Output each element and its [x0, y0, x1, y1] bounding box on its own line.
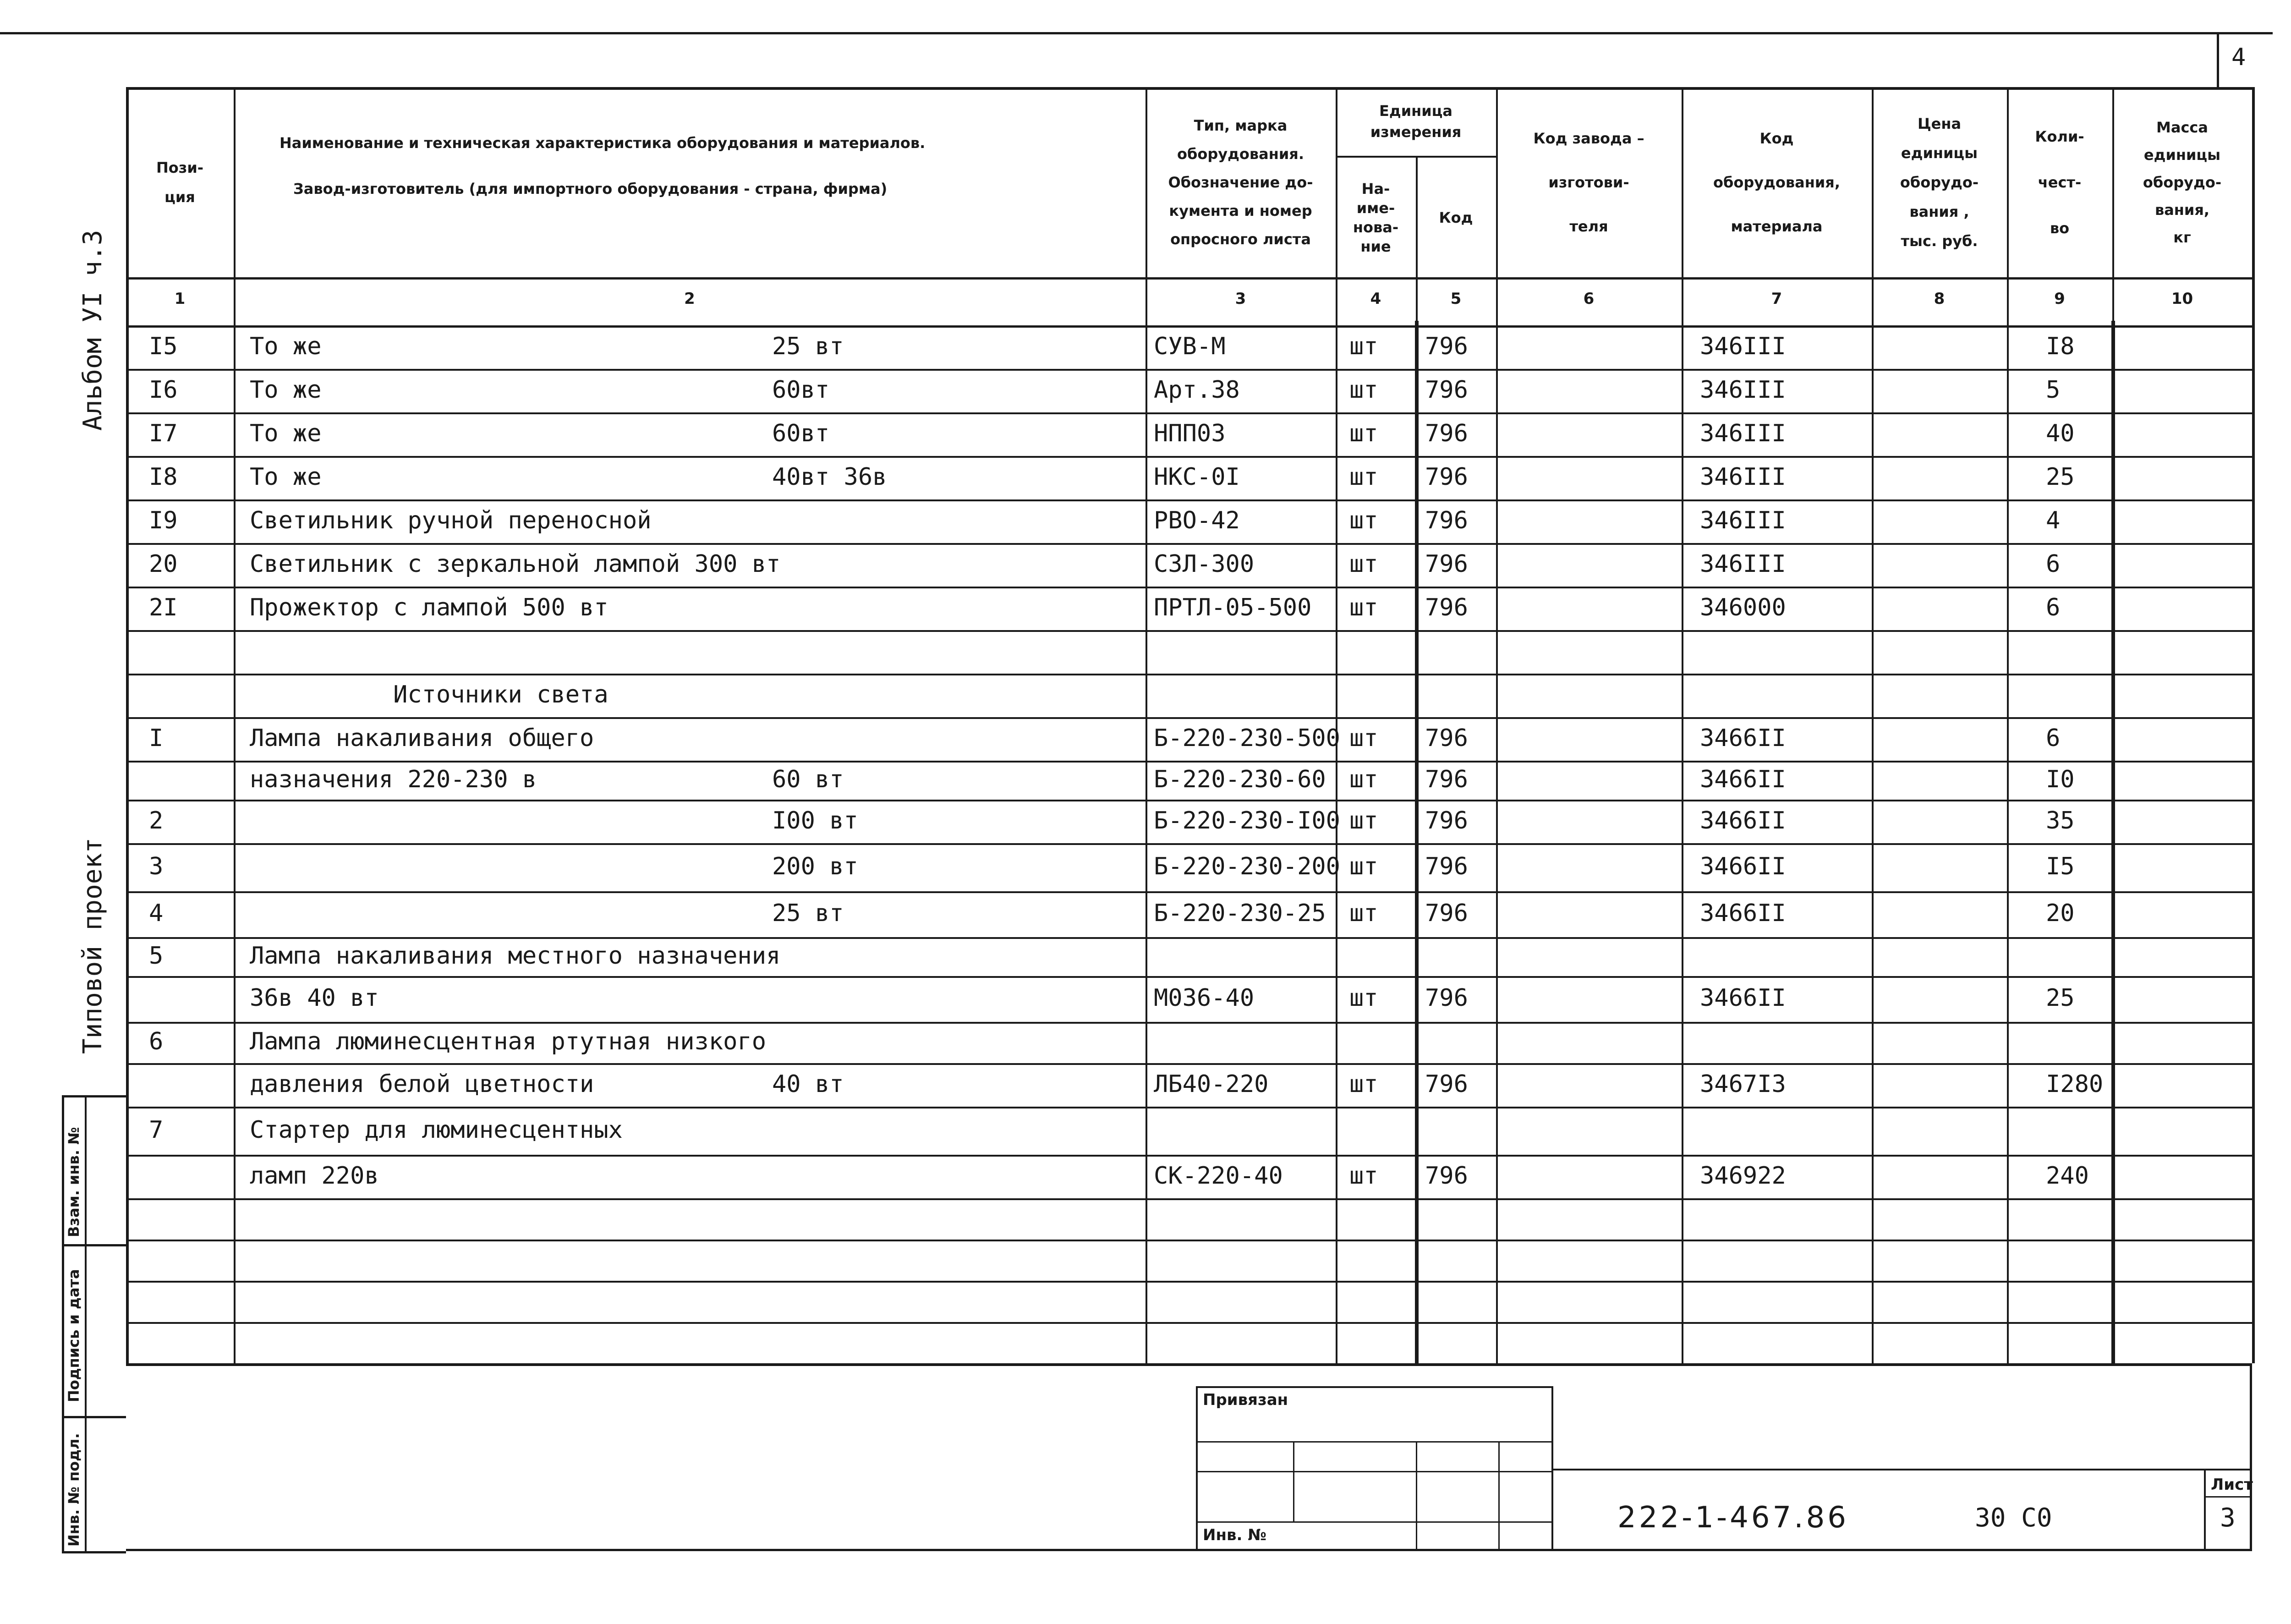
row-border-18: [126, 1107, 2252, 1108]
row-type: ЛБ40-220: [1154, 1070, 1269, 1098]
row-spec: 60 вт: [772, 766, 844, 793]
stamp-border-left: [62, 1095, 64, 1553]
inv-label: Инв. №: [1203, 1526, 1267, 1544]
column-number-10: 10: [2171, 290, 2193, 308]
row-name: Светильник ручной переносной: [250, 507, 652, 534]
row-position: I5: [149, 333, 178, 360]
row-name: Прожектор с лампой 500 вт: [250, 594, 608, 621]
row-position: 6: [149, 1028, 164, 1055]
row-unit-code: 796: [1425, 900, 1468, 927]
bound-box-col-3: [1498, 1441, 1500, 1551]
row-unit-code: 796: [1425, 984, 1468, 1012]
row-border-11: [126, 800, 2252, 801]
row-equipment-code: 346III: [1700, 376, 1786, 404]
doc-suffix: 30 С0: [1975, 1503, 2052, 1533]
row-unit: шт: [1349, 376, 1378, 404]
doc-code: 222-1-467.86: [1617, 1501, 1849, 1535]
row-border-2: [126, 412, 2252, 414]
row-equipment-code: 3466II: [1700, 984, 1786, 1012]
row-name: То же: [250, 420, 322, 447]
row-quantity: 6: [2046, 724, 2061, 752]
row-unit-code: 796: [1425, 766, 1468, 793]
row-equipment-code: 3466II: [1700, 900, 1786, 927]
row-unit: шт: [1349, 463, 1378, 491]
row-type: РВО-42: [1154, 507, 1240, 534]
sheet-number: 3: [2220, 1503, 2236, 1533]
row-border-5: [126, 543, 2252, 545]
row-name: назначения 220-230 в: [250, 766, 537, 793]
header-unit-name: На- име- нова- ние: [1353, 180, 1399, 255]
project-label: Типовой проект: [78, 837, 108, 1054]
row-border-4: [126, 499, 2252, 501]
row-equipment-code: 3466II: [1700, 807, 1786, 834]
header-mass: Масса единицы оборудо- вания, кг: [2143, 118, 2222, 246]
row-quantity: 35: [2046, 807, 2075, 834]
bound-box-col-1: [1293, 1441, 1294, 1523]
row-position: 5: [149, 942, 164, 970]
header-type: Тип, марка оборудования. Обозначение до- кумента и номер опросного листа: [1168, 116, 1313, 248]
row-spec: I00 вт: [772, 807, 858, 834]
column-number-2: 2: [684, 290, 695, 308]
column-border-thick-qty: [2111, 321, 2115, 1363]
row-type: Б-220-230-200: [1154, 853, 1340, 880]
row-unit: шт: [1349, 807, 1378, 834]
row-spec: 40вт 36в: [772, 463, 887, 491]
row-type: ПРТЛ-05-500: [1154, 594, 1312, 621]
column-number-8: 8: [1934, 290, 1945, 308]
bound-box-col-2: [1416, 1441, 1417, 1551]
stamp-border-top: [62, 1095, 126, 1097]
header-unit: Единица измерения: [1370, 102, 1462, 141]
row-type: НКС-0I: [1154, 463, 1240, 491]
row-name: То же: [250, 333, 322, 360]
column-number-1: 1: [174, 290, 186, 308]
row-border-17: [126, 1063, 2252, 1065]
header-position: Пози- ция: [156, 159, 204, 206]
doc-code-top-line: [1553, 1469, 2252, 1470]
row-border-6: [126, 587, 2252, 588]
row-border-13: [126, 891, 2252, 893]
row-border-15: [126, 976, 2252, 978]
row-border-19: [126, 1155, 2252, 1157]
row-unit: шт: [1349, 594, 1378, 621]
sheet-box-left: [2204, 1469, 2206, 1551]
row-unit: шт: [1349, 984, 1378, 1012]
stamp-inner-line: [85, 1095, 87, 1553]
row-position: I: [149, 724, 164, 752]
row-type: СК-220-40: [1154, 1162, 1283, 1190]
row-equipment-code: 3466II: [1700, 724, 1786, 752]
row-border-14: [126, 937, 2252, 939]
bound-box-top: [1196, 1386, 1553, 1388]
row-equipment-code: 346III: [1700, 333, 1786, 360]
stamp-border-bottom: [62, 1551, 126, 1553]
row-spec: 40 вт: [772, 1070, 844, 1098]
row-quantity: I8: [2046, 333, 2075, 360]
row-quantity: 25: [2046, 984, 2075, 1012]
row-position: I7: [149, 420, 178, 447]
row-quantity: 40: [2046, 420, 2075, 447]
album-label: Альбом УI ч.3: [78, 230, 108, 431]
row-type: Арт.38: [1154, 376, 1240, 404]
row-border-3: [126, 456, 2252, 458]
row-border-9: [126, 717, 2252, 719]
page-number-divider: [2217, 32, 2219, 87]
row-name: Источники света: [250, 681, 608, 708]
row-border-21: [126, 1240, 2252, 1241]
number-row-bottom-border: [126, 325, 2252, 328]
row-name: Лампа накаливания местного назначения: [250, 942, 781, 970]
row-border-1: [126, 369, 2252, 371]
column-number-7: 7: [1771, 290, 1782, 308]
row-position: I6: [149, 376, 178, 404]
row-border-10: [126, 761, 2252, 763]
header-bottom-border: [126, 277, 2252, 280]
row-quantity: 6: [2046, 550, 2061, 578]
header-name-line1: Наименование и техническая характеристика оборудования и материалов.: [280, 134, 926, 152]
row-unit-code: 796: [1425, 1162, 1468, 1190]
stamp-replace-inv: Взам. инв. №: [65, 1127, 82, 1237]
row-type: Б-220-230-60: [1154, 766, 1326, 793]
row-position: 2I: [149, 594, 178, 621]
header-name-line2: Завод-изготовитель (для импортного оборудования - страна, фирма): [293, 180, 888, 198]
row-type: СЗЛ-300: [1154, 550, 1255, 578]
sheet-box-divider: [2204, 1496, 2252, 1498]
bound-label: Привязан: [1203, 1391, 1288, 1409]
row-quantity: 25: [2046, 463, 2075, 491]
column-number-4: 4: [1370, 290, 1381, 308]
column-border-10: [2252, 87, 2255, 1363]
row-border-23: [126, 1322, 2252, 1324]
row-position: 3: [149, 853, 164, 880]
stamp-divider-2: [62, 1416, 126, 1418]
row-quantity: 240: [2046, 1162, 2089, 1190]
sheet-label: Лист: [2211, 1476, 2253, 1494]
row-name: Лампа накаливания общего: [250, 724, 594, 752]
row-equipment-code: 346III: [1700, 550, 1786, 578]
row-spec: 200 вт: [772, 853, 858, 880]
row-unit-code: 796: [1425, 333, 1468, 360]
row-border-7: [126, 630, 2252, 632]
row-border-20: [126, 1198, 2252, 1200]
row-type: Б-220-230-500: [1154, 724, 1340, 752]
row-equipment-code: 346III: [1700, 507, 1786, 534]
row-equipment-code: 3467I3: [1700, 1070, 1786, 1098]
row-name: ламп 220в: [250, 1162, 379, 1190]
row-name: Светильник с зеркальной лампой 300 вт: [250, 550, 781, 578]
row-name: Стартер для люминесцентных: [250, 1116, 623, 1144]
row-unit: шт: [1349, 900, 1378, 927]
row-spec: 25 вт: [772, 333, 844, 360]
footer-right-line: [2250, 1363, 2252, 1551]
bound-box-row-2: [1196, 1471, 1553, 1472]
row-quantity: 4: [2046, 507, 2061, 534]
header-maker-code: Код завода – изготови- теля: [1533, 129, 1644, 235]
row-equipment-code: 346III: [1700, 420, 1786, 447]
row-position: 2: [149, 807, 164, 834]
row-quantity: I5: [2046, 853, 2075, 880]
row-unit-code: 796: [1425, 420, 1468, 447]
stamp-divider-1: [62, 1244, 126, 1246]
row-spec: 60вт: [772, 420, 830, 447]
bound-box-row-1: [1196, 1441, 1553, 1443]
row-spec: 25 вт: [772, 900, 844, 927]
row-unit-code: 796: [1425, 463, 1468, 491]
row-unit: шт: [1349, 1070, 1378, 1098]
row-quantity: I280: [2046, 1070, 2104, 1098]
row-unit: шт: [1349, 766, 1378, 793]
column-number-3: 3: [1235, 290, 1246, 308]
row-type: НПП03: [1154, 420, 1226, 447]
row-unit-code: 796: [1425, 550, 1468, 578]
bound-box-row-3: [1196, 1521, 1553, 1523]
row-border-12: [126, 843, 2252, 845]
row-equipment-code: 3466II: [1700, 853, 1786, 880]
row-name: То же: [250, 376, 322, 404]
column-number-6: 6: [1583, 290, 1595, 308]
row-unit-code: 796: [1425, 853, 1468, 880]
top-rule: [0, 32, 2273, 34]
row-unit: шт: [1349, 507, 1378, 534]
column-border-thick: [1415, 321, 1419, 1363]
column-number-5: 5: [1450, 290, 1462, 308]
row-unit: шт: [1349, 1162, 1378, 1190]
row-unit-code: 796: [1425, 724, 1468, 752]
row-border-16: [126, 1022, 2252, 1024]
row-type: Б-220-230-I00: [1154, 807, 1340, 834]
row-unit-code: 796: [1425, 807, 1468, 834]
row-equipment-code: 346000: [1700, 594, 1786, 621]
stamp-original-inv: Инв. № подл.: [65, 1433, 82, 1547]
row-unit-code: 796: [1425, 594, 1468, 621]
row-border-8: [126, 674, 2252, 675]
row-unit-code: 796: [1425, 507, 1468, 534]
stamp-signature-date: Подпись и дата: [65, 1269, 82, 1402]
header-price: Цена единицы оборудо- вания , тыс. руб.: [1900, 115, 1979, 250]
row-border-22: [126, 1281, 2252, 1283]
column-number-9: 9: [2054, 290, 2065, 308]
row-name: Лампа люминесцентная ртутная низкого: [250, 1028, 767, 1055]
row-name: То же: [250, 463, 322, 491]
row-unit-code: 796: [1425, 376, 1468, 404]
footer-top-line: [126, 1363, 2252, 1366]
row-equipment-code: 346922: [1700, 1162, 1786, 1190]
row-name: давления белой цветности: [250, 1070, 594, 1098]
header-unit-code: Код: [1439, 209, 1473, 226]
row-position: I9: [149, 507, 178, 534]
row-unit: шт: [1349, 550, 1378, 578]
row-unit: шт: [1349, 420, 1378, 447]
row-type: Б-220-230-25: [1154, 900, 1326, 927]
row-quantity: 6: [2046, 594, 2061, 621]
row-position: 20: [149, 550, 178, 578]
bound-box-left: [1196, 1386, 1198, 1551]
row-equipment-code: 3466II: [1700, 766, 1786, 793]
footer-bottom-line: [126, 1549, 2252, 1551]
row-name: 36в 40 вт: [250, 984, 379, 1012]
row-unit-code: 796: [1425, 1070, 1468, 1098]
unit-header-divider: [1336, 156, 1496, 158]
row-quantity: 5: [2046, 376, 2061, 404]
row-unit: шт: [1349, 333, 1378, 360]
header-equipment-code: Код оборудования, материала: [1713, 129, 1840, 235]
row-quantity: 20: [2046, 900, 2075, 927]
row-unit: шт: [1349, 853, 1378, 880]
row-position: 7: [149, 1116, 164, 1144]
row-equipment-code: 346III: [1700, 463, 1786, 491]
page-number: 4: [2231, 44, 2246, 71]
row-type: М036-40: [1154, 984, 1255, 1012]
row-type: СУВ-М: [1154, 333, 1226, 360]
row-position: I8: [149, 463, 178, 491]
row-spec: 60вт: [772, 376, 830, 404]
header-quantity: Коли- чест- во: [2035, 127, 2084, 237]
row-quantity: I0: [2046, 766, 2075, 793]
row-unit: шт: [1349, 724, 1378, 752]
row-position: 4: [149, 900, 164, 927]
